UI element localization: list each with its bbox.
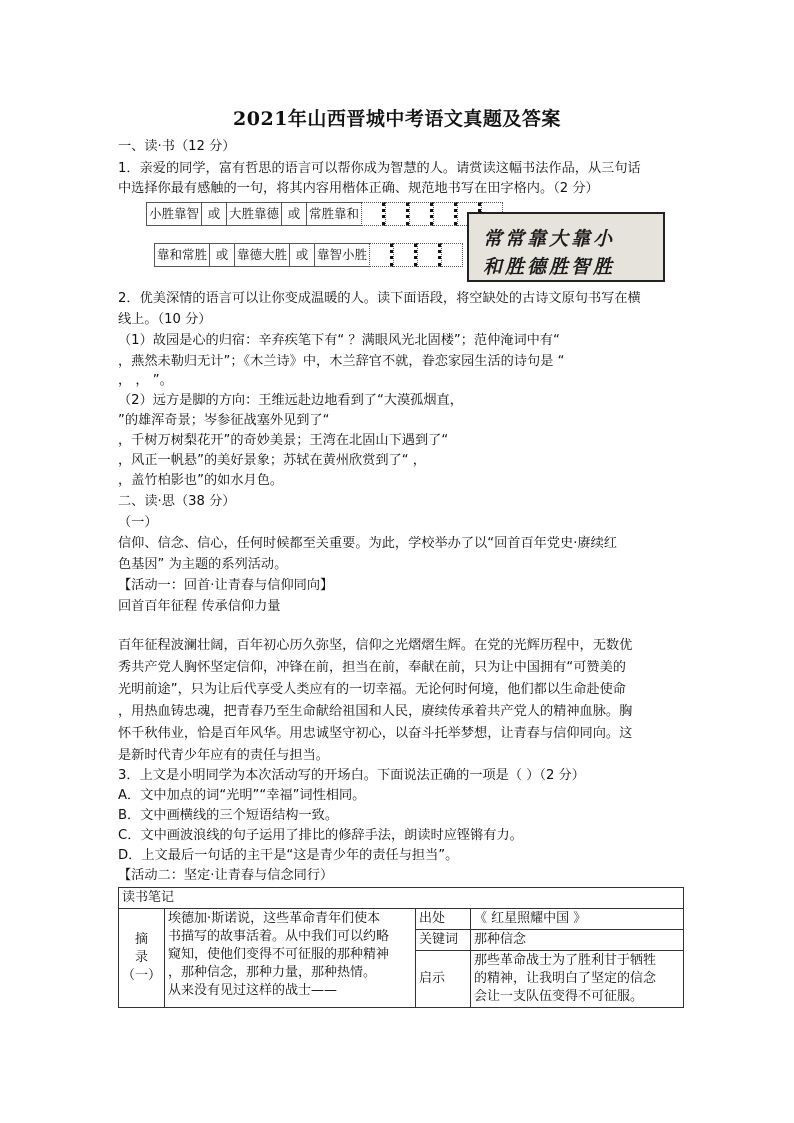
- q2-part2-e: ，盖竹柏影也”的如水月色。: [118, 473, 284, 488]
- calligraphy-line-1: 常常靠大靠小: [483, 228, 616, 250]
- excerpt-label-1: 摘: [135, 932, 149, 947]
- q3-stem: 3．上文是小明同学为本次活动写的开场白。下面说法正确的一项是（ ）（2 分）: [118, 768, 585, 783]
- speech-line: 光明前途”，只为让后代享受人类应有的一切幸福。无论何时何境，他们都以生命赴使命: [118, 682, 626, 697]
- grid-empty-cell[interactable]: [441, 243, 463, 267]
- grid-phrase: 靠德大胜: [234, 243, 289, 267]
- activity-2-heading: 【活动二：坚定·让青春与信念同行）: [118, 868, 334, 883]
- excerpt-line: ，那种信念，那种力量，那种热情。: [168, 965, 377, 980]
- page-title: 2021年山西晋城中考语文真题及答案: [233, 108, 561, 130]
- q1-line2: 中选择你最有感触的一句，将其内容用楷体正确、规范地书写在田字格内。（2 分）: [118, 181, 599, 196]
- q2-part1-b: ，燕然未勒归无计”；《木兰诗》中，木兰辞官不就，眷恋家园生活的诗句是 “: [118, 354, 565, 369]
- q1-line1: 1．亲爱的同学，富有哲思的语言可以帮你成为智慧的人。请赏读这幅书法作品，从三句话: [118, 161, 641, 176]
- insight-label: 启示: [416, 951, 471, 1008]
- excerpt-line: 窥知，使他们变得不可征服的那种精神: [168, 947, 390, 962]
- grid-empty-cell[interactable]: [369, 243, 393, 267]
- grid-empty-cell[interactable]: [433, 202, 457, 226]
- speech-line: 百年征程波澜壮阔，百年初心历久弥坚，信仰之光熠熠生辉。在党的光辉历程中，无数优: [118, 638, 633, 653]
- insight-line: 的精神，让我明白了坚定的信念: [474, 971, 657, 986]
- grid-connector: 或: [209, 243, 234, 267]
- calligraphy-artwork: [467, 212, 665, 282]
- writing-grid-row-1: [146, 202, 503, 226]
- intro-line-2: 色基因” 为主题的系列活动。: [118, 557, 288, 572]
- grid-empty-cell[interactable]: [393, 243, 417, 267]
- excerpt-line: 书描写的故事活着。从中我们可以约略: [168, 929, 390, 944]
- excerpt-label-3: （一）: [122, 968, 162, 983]
- speech-line: 是新时代青少年应有的责任与担当。: [118, 748, 329, 763]
- section2-subpart: （一）: [118, 515, 158, 530]
- grid-empty-cell[interactable]: [409, 202, 433, 226]
- q2-part2-c: ，千树万树梨花开”的奇妙美景；王湾在北固山下遇到了“: [118, 433, 449, 448]
- excerpt-label-2: 录: [135, 950, 149, 965]
- grid-empty-cell[interactable]: [385, 202, 409, 226]
- grid-connector: 或: [281, 202, 306, 226]
- grid-phrase: 常胜靠和: [306, 202, 361, 226]
- q3-option-b[interactable]: B．文中画横线的三个短语结构一致。: [118, 808, 339, 823]
- insight-cell: [471, 951, 684, 1008]
- q2-part2-d: ，风正一帆悬”的美好景象；苏轼在黄州欣赏到了“ ，: [118, 453, 426, 468]
- activity-1-heading: 【活动一：回首·让青春与信仰同向】: [118, 578, 334, 593]
- insight-line: 那些革命战士为了胜利甘于牺牲: [474, 953, 657, 968]
- q3-option-c[interactable]: C．文中画波浪线的句子运用了排比的修辞手法，朗读时应铿锵有力。: [118, 828, 523, 843]
- speech-line: 秀共产党人胸怀坚定信仰，冲锋在前，担当在前，奉献在前，只为让中国拥有“可赞美的: [118, 660, 626, 675]
- writing-grid-row-2: [154, 243, 463, 267]
- excerpt-line: 埃德加·斯诺说，这些革命青年们使本: [168, 911, 381, 926]
- section1-heading: 一、读·书（12 分）: [118, 139, 236, 154]
- source-label: 出处: [416, 909, 471, 930]
- excerpt-label-cell: [119, 909, 165, 1008]
- speech-subtitle: 回首百年征程 传承信仰力量: [118, 599, 281, 614]
- q2-line2: 线上。（10 分）: [118, 312, 212, 327]
- grid-phrase: 小胜靠智: [146, 202, 201, 226]
- section2-heading: 二、读·思（38 分）: [118, 494, 236, 509]
- excerpt-line: 从来没有见过这样的战士——: [168, 983, 338, 998]
- calligraphy-line-2: 和胜德胜智胜: [483, 256, 616, 278]
- grid-phrase: 靠和常胜: [154, 243, 209, 267]
- grid-empty-cell[interactable]: [417, 243, 441, 267]
- keyword-label: 关键词: [416, 930, 471, 951]
- q3-option-a[interactable]: A．文中加点的词“光明”“幸福”词性相同。: [118, 788, 366, 803]
- grid-phrase: 大胜靠德: [226, 202, 281, 226]
- q3-option-d[interactable]: D．上文最后一句话的主干是“这是青少年的责任与担当”。: [118, 848, 459, 863]
- reading-notes-table: [118, 887, 684, 1008]
- grid-connector: 或: [289, 243, 314, 267]
- q2-part2-b: ”的雄浑奇景；岑参征战塞外见到了“: [118, 413, 330, 428]
- speech-line: 怀千秋伟业，恰是百年风华。用忠诚坚守初心，以奋斗托举梦想，让青春与信仰同向。这: [118, 726, 633, 741]
- grid-connector: 或: [201, 202, 226, 226]
- grid-empty-cell[interactable]: [361, 202, 385, 226]
- q2-part1-a: （1）故园是心的归宿：辛弃疾笔下有“ ？满眼风光北固楼”；范仲淹词中有“: [118, 333, 560, 348]
- speech-line: ，用热血铸忠魂，把青春乃至生命献给祖国和人民，赓续传承着共产党人的精神血脉。胸: [118, 704, 633, 719]
- table-caption: 读书笔记: [119, 888, 684, 909]
- q2-part2-a: （2）远方是脚的方向：王维远赴边地看到了“大漠孤烟直，: [118, 393, 463, 408]
- keyword-value: 那种信念: [471, 930, 684, 951]
- q2-line1: 2．优美深情的语言可以让你变成温暖的人。读下面语段，将空缺处的古诗文原句书写在横: [118, 291, 641, 306]
- insight-line: 会让一支队伍变得不可征服。: [474, 989, 644, 1004]
- excerpt-cell: [165, 909, 416, 1008]
- intro-line-1: 信仰、信念、信心，任何时候都至关重要。为此，学校举办了以“回首百年党史·赓续红: [118, 536, 617, 551]
- source-value: 《 红星照耀中国 》: [471, 909, 684, 930]
- grid-phrase: 靠智小胜: [314, 243, 369, 267]
- q2-part1-c: ， ， ”。: [118, 373, 173, 388]
